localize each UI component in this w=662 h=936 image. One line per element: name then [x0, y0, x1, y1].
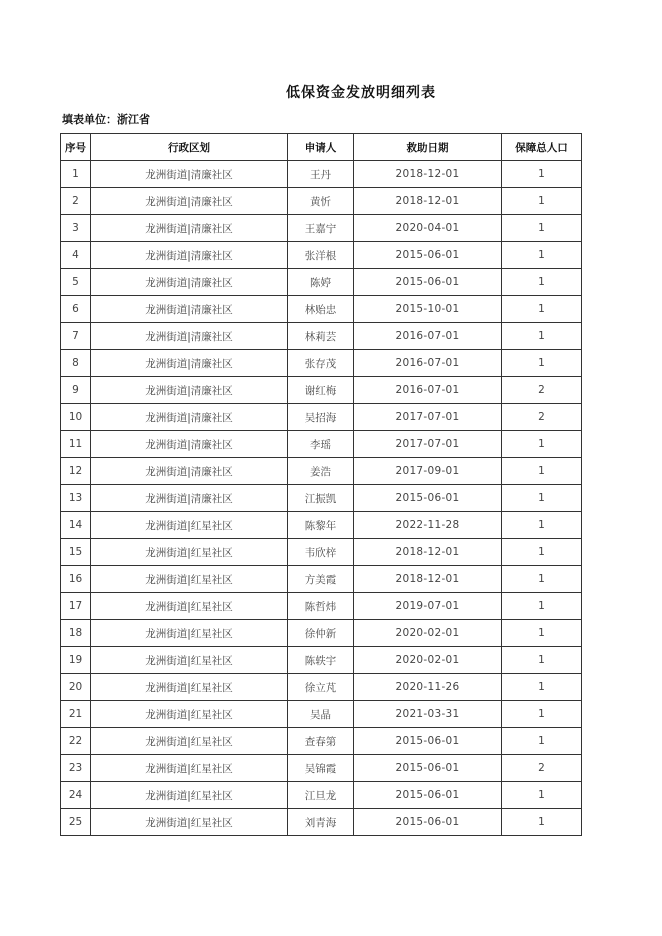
cell-applicant: 林贻忠: [288, 296, 354, 323]
cell-population: 1: [502, 242, 582, 269]
cell-serial: 25: [61, 809, 91, 836]
cell-serial: 13: [61, 485, 91, 512]
cell-population: 1: [502, 188, 582, 215]
cell-district: 龙洲街道|红星社区: [91, 728, 288, 755]
table-row: [61, 512, 582, 539]
cell-population: 1: [502, 458, 582, 485]
cell-relief-date: 2017-07-01: [354, 404, 502, 431]
cell-applicant: 吴招海: [288, 404, 354, 431]
cell-population: 1: [502, 782, 582, 809]
cell-relief-date: 2015-06-01: [354, 809, 502, 836]
table-row: [61, 242, 582, 269]
cell-applicant: 方美霞: [288, 566, 354, 593]
cell-relief-date: 2017-07-01: [354, 431, 502, 458]
cell-relief-date: 2020-04-01: [354, 215, 502, 242]
cell-population: 1: [502, 431, 582, 458]
cell-district: 龙洲街道|红星社区: [91, 512, 288, 539]
cell-serial: 7: [61, 323, 91, 350]
cell-district: 龙洲街道|红星社区: [91, 539, 288, 566]
cell-serial: 11: [61, 431, 91, 458]
cell-applicant: 吴晶: [288, 701, 354, 728]
cell-district: 龙洲街道|清廉社区: [91, 269, 288, 296]
cell-district: 龙洲街道|红星社区: [91, 701, 288, 728]
cell-applicant: 姜浩: [288, 458, 354, 485]
table-row: [61, 269, 582, 296]
cell-district: 龙洲街道|红星社区: [91, 755, 288, 782]
cell-relief-date: 2015-06-01: [354, 242, 502, 269]
cell-serial: 20: [61, 674, 91, 701]
cell-serial: 18: [61, 620, 91, 647]
cell-district: 龙洲街道|红星社区: [91, 620, 288, 647]
table-row: [61, 323, 582, 350]
cell-applicant: 林莉芸: [288, 323, 354, 350]
cell-applicant: 黄忻: [288, 188, 354, 215]
cell-relief-date: 2020-11-26: [354, 674, 502, 701]
cell-relief-date: 2019-07-01: [354, 593, 502, 620]
cell-district: 龙洲街道|清廉社区: [91, 485, 288, 512]
table-row: [61, 458, 582, 485]
cell-district: 龙洲街道|清廉社区: [91, 350, 288, 377]
cell-applicant: 查春第: [288, 728, 354, 755]
header-serial: 序号: [61, 134, 91, 161]
cell-district: 龙洲街道|清廉社区: [91, 431, 288, 458]
table-row: [61, 566, 582, 593]
table-row: [61, 593, 582, 620]
cell-applicant: 陈轶宇: [288, 647, 354, 674]
cell-district: 龙洲街道|清廉社区: [91, 323, 288, 350]
cell-applicant: 徐立芃: [288, 674, 354, 701]
cell-serial: 1: [61, 161, 91, 188]
table-row: [61, 377, 582, 404]
cell-applicant: 吴锦霞: [288, 755, 354, 782]
cell-serial: 17: [61, 593, 91, 620]
cell-relief-date: 2015-10-01: [354, 296, 502, 323]
cell-relief-date: 2018-12-01: [354, 566, 502, 593]
cell-relief-date: 2016-07-01: [354, 323, 502, 350]
cell-serial: 23: [61, 755, 91, 782]
cell-applicant: 王丹: [288, 161, 354, 188]
cell-serial: 2: [61, 188, 91, 215]
relief-detail-table: [60, 133, 582, 836]
cell-district: 龙洲街道|清廉社区: [91, 161, 288, 188]
cell-serial: 5: [61, 269, 91, 296]
cell-population: 1: [502, 809, 582, 836]
cell-serial: 12: [61, 458, 91, 485]
table-row: [61, 620, 582, 647]
cell-population: 2: [502, 377, 582, 404]
cell-relief-date: 2015-06-01: [354, 269, 502, 296]
cell-district: 龙洲街道|清廉社区: [91, 404, 288, 431]
cell-district: 龙洲街道|清廉社区: [91, 458, 288, 485]
cell-population: 1: [502, 620, 582, 647]
cell-serial: 6: [61, 296, 91, 323]
cell-serial: 15: [61, 539, 91, 566]
table-row: [61, 296, 582, 323]
cell-applicant: 李瑶: [288, 431, 354, 458]
cell-relief-date: 2018-12-01: [354, 188, 502, 215]
cell-district: 龙洲街道|清廉社区: [91, 296, 288, 323]
header-district: 行政区划: [91, 134, 288, 161]
cell-applicant: 刘青海: [288, 809, 354, 836]
cell-serial: 3: [61, 215, 91, 242]
table-header-row: [61, 134, 582, 161]
cell-applicant: 韦欣梓: [288, 539, 354, 566]
cell-serial: 16: [61, 566, 91, 593]
table-row: [61, 539, 582, 566]
cell-relief-date: 2022-11-28: [354, 512, 502, 539]
header-population: 保障总人口: [502, 134, 582, 161]
cell-district: 龙洲街道|清廉社区: [91, 215, 288, 242]
table-row: [61, 728, 582, 755]
cell-population: 1: [502, 215, 582, 242]
cell-population: 1: [502, 647, 582, 674]
table-row: [61, 350, 582, 377]
table-row: [61, 188, 582, 215]
cell-applicant: 陈黎年: [288, 512, 354, 539]
table-row: [61, 161, 582, 188]
cell-population: 1: [502, 728, 582, 755]
cell-population: 1: [502, 539, 582, 566]
table-row: [61, 782, 582, 809]
cell-population: 1: [502, 512, 582, 539]
table-row: [61, 215, 582, 242]
cell-serial: 4: [61, 242, 91, 269]
cell-relief-date: 2015-06-01: [354, 755, 502, 782]
cell-applicant: 江旦龙: [288, 782, 354, 809]
cell-relief-date: 2020-02-01: [354, 647, 502, 674]
cell-serial: 24: [61, 782, 91, 809]
cell-district: 龙洲街道|红星社区: [91, 782, 288, 809]
cell-population: 1: [502, 566, 582, 593]
header-applicant: 申请人: [288, 134, 354, 161]
cell-relief-date: 2021-03-31: [354, 701, 502, 728]
cell-applicant: 陈婷: [288, 269, 354, 296]
cell-population: 1: [502, 296, 582, 323]
cell-applicant: 王嘉宁: [288, 215, 354, 242]
cell-population: 1: [502, 269, 582, 296]
cell-district: 龙洲街道|清廉社区: [91, 188, 288, 215]
cell-population: 2: [502, 755, 582, 782]
cell-serial: 19: [61, 647, 91, 674]
cell-population: 1: [502, 701, 582, 728]
cell-relief-date: 2015-06-01: [354, 782, 502, 809]
cell-applicant: 徐仲新: [288, 620, 354, 647]
cell-district: 龙洲街道|红星社区: [91, 647, 288, 674]
cell-relief-date: 2018-12-01: [354, 539, 502, 566]
cell-district: 龙洲街道|红星社区: [91, 566, 288, 593]
cell-population: 1: [502, 161, 582, 188]
cell-applicant: 谢红梅: [288, 377, 354, 404]
table-body: [61, 161, 582, 836]
page-title: 低保资金发放明细列表: [286, 85, 436, 101]
table-row: [61, 809, 582, 836]
cell-population: 1: [502, 350, 582, 377]
cell-population: 1: [502, 323, 582, 350]
table-row: [61, 701, 582, 728]
cell-population: 1: [502, 593, 582, 620]
cell-relief-date: 2018-12-01: [354, 161, 502, 188]
cell-population: 1: [502, 485, 582, 512]
cell-relief-date: 2015-06-01: [354, 485, 502, 512]
cell-population: 2: [502, 404, 582, 431]
cell-relief-date: 2017-09-01: [354, 458, 502, 485]
fill-unit-label: 填表单位：浙江省: [62, 113, 150, 126]
cell-applicant: 江振凯: [288, 485, 354, 512]
cell-applicant: 陈哲炜: [288, 593, 354, 620]
cell-serial: 8: [61, 350, 91, 377]
cell-relief-date: 2016-07-01: [354, 350, 502, 377]
table-row: [61, 485, 582, 512]
cell-serial: 10: [61, 404, 91, 431]
cell-district: 龙洲街道|红星社区: [91, 593, 288, 620]
table-row: [61, 431, 582, 458]
table-row: [61, 647, 582, 674]
table-row: [61, 404, 582, 431]
cell-serial: 9: [61, 377, 91, 404]
cell-district: 龙洲街道|清廉社区: [91, 242, 288, 269]
table-row: [61, 755, 582, 782]
cell-serial: 21: [61, 701, 91, 728]
cell-applicant: 张洋根: [288, 242, 354, 269]
cell-serial: 22: [61, 728, 91, 755]
cell-relief-date: 2015-06-01: [354, 728, 502, 755]
cell-population: 1: [502, 674, 582, 701]
cell-relief-date: 2020-02-01: [354, 620, 502, 647]
cell-district: 龙洲街道|红星社区: [91, 809, 288, 836]
table-row: [61, 674, 582, 701]
header-relief-date: 救助日期: [354, 134, 502, 161]
cell-applicant: 张存茂: [288, 350, 354, 377]
cell-district: 龙洲街道|清廉社区: [91, 377, 288, 404]
cell-serial: 14: [61, 512, 91, 539]
cell-district: 龙洲街道|红星社区: [91, 674, 288, 701]
cell-relief-date: 2016-07-01: [354, 377, 502, 404]
